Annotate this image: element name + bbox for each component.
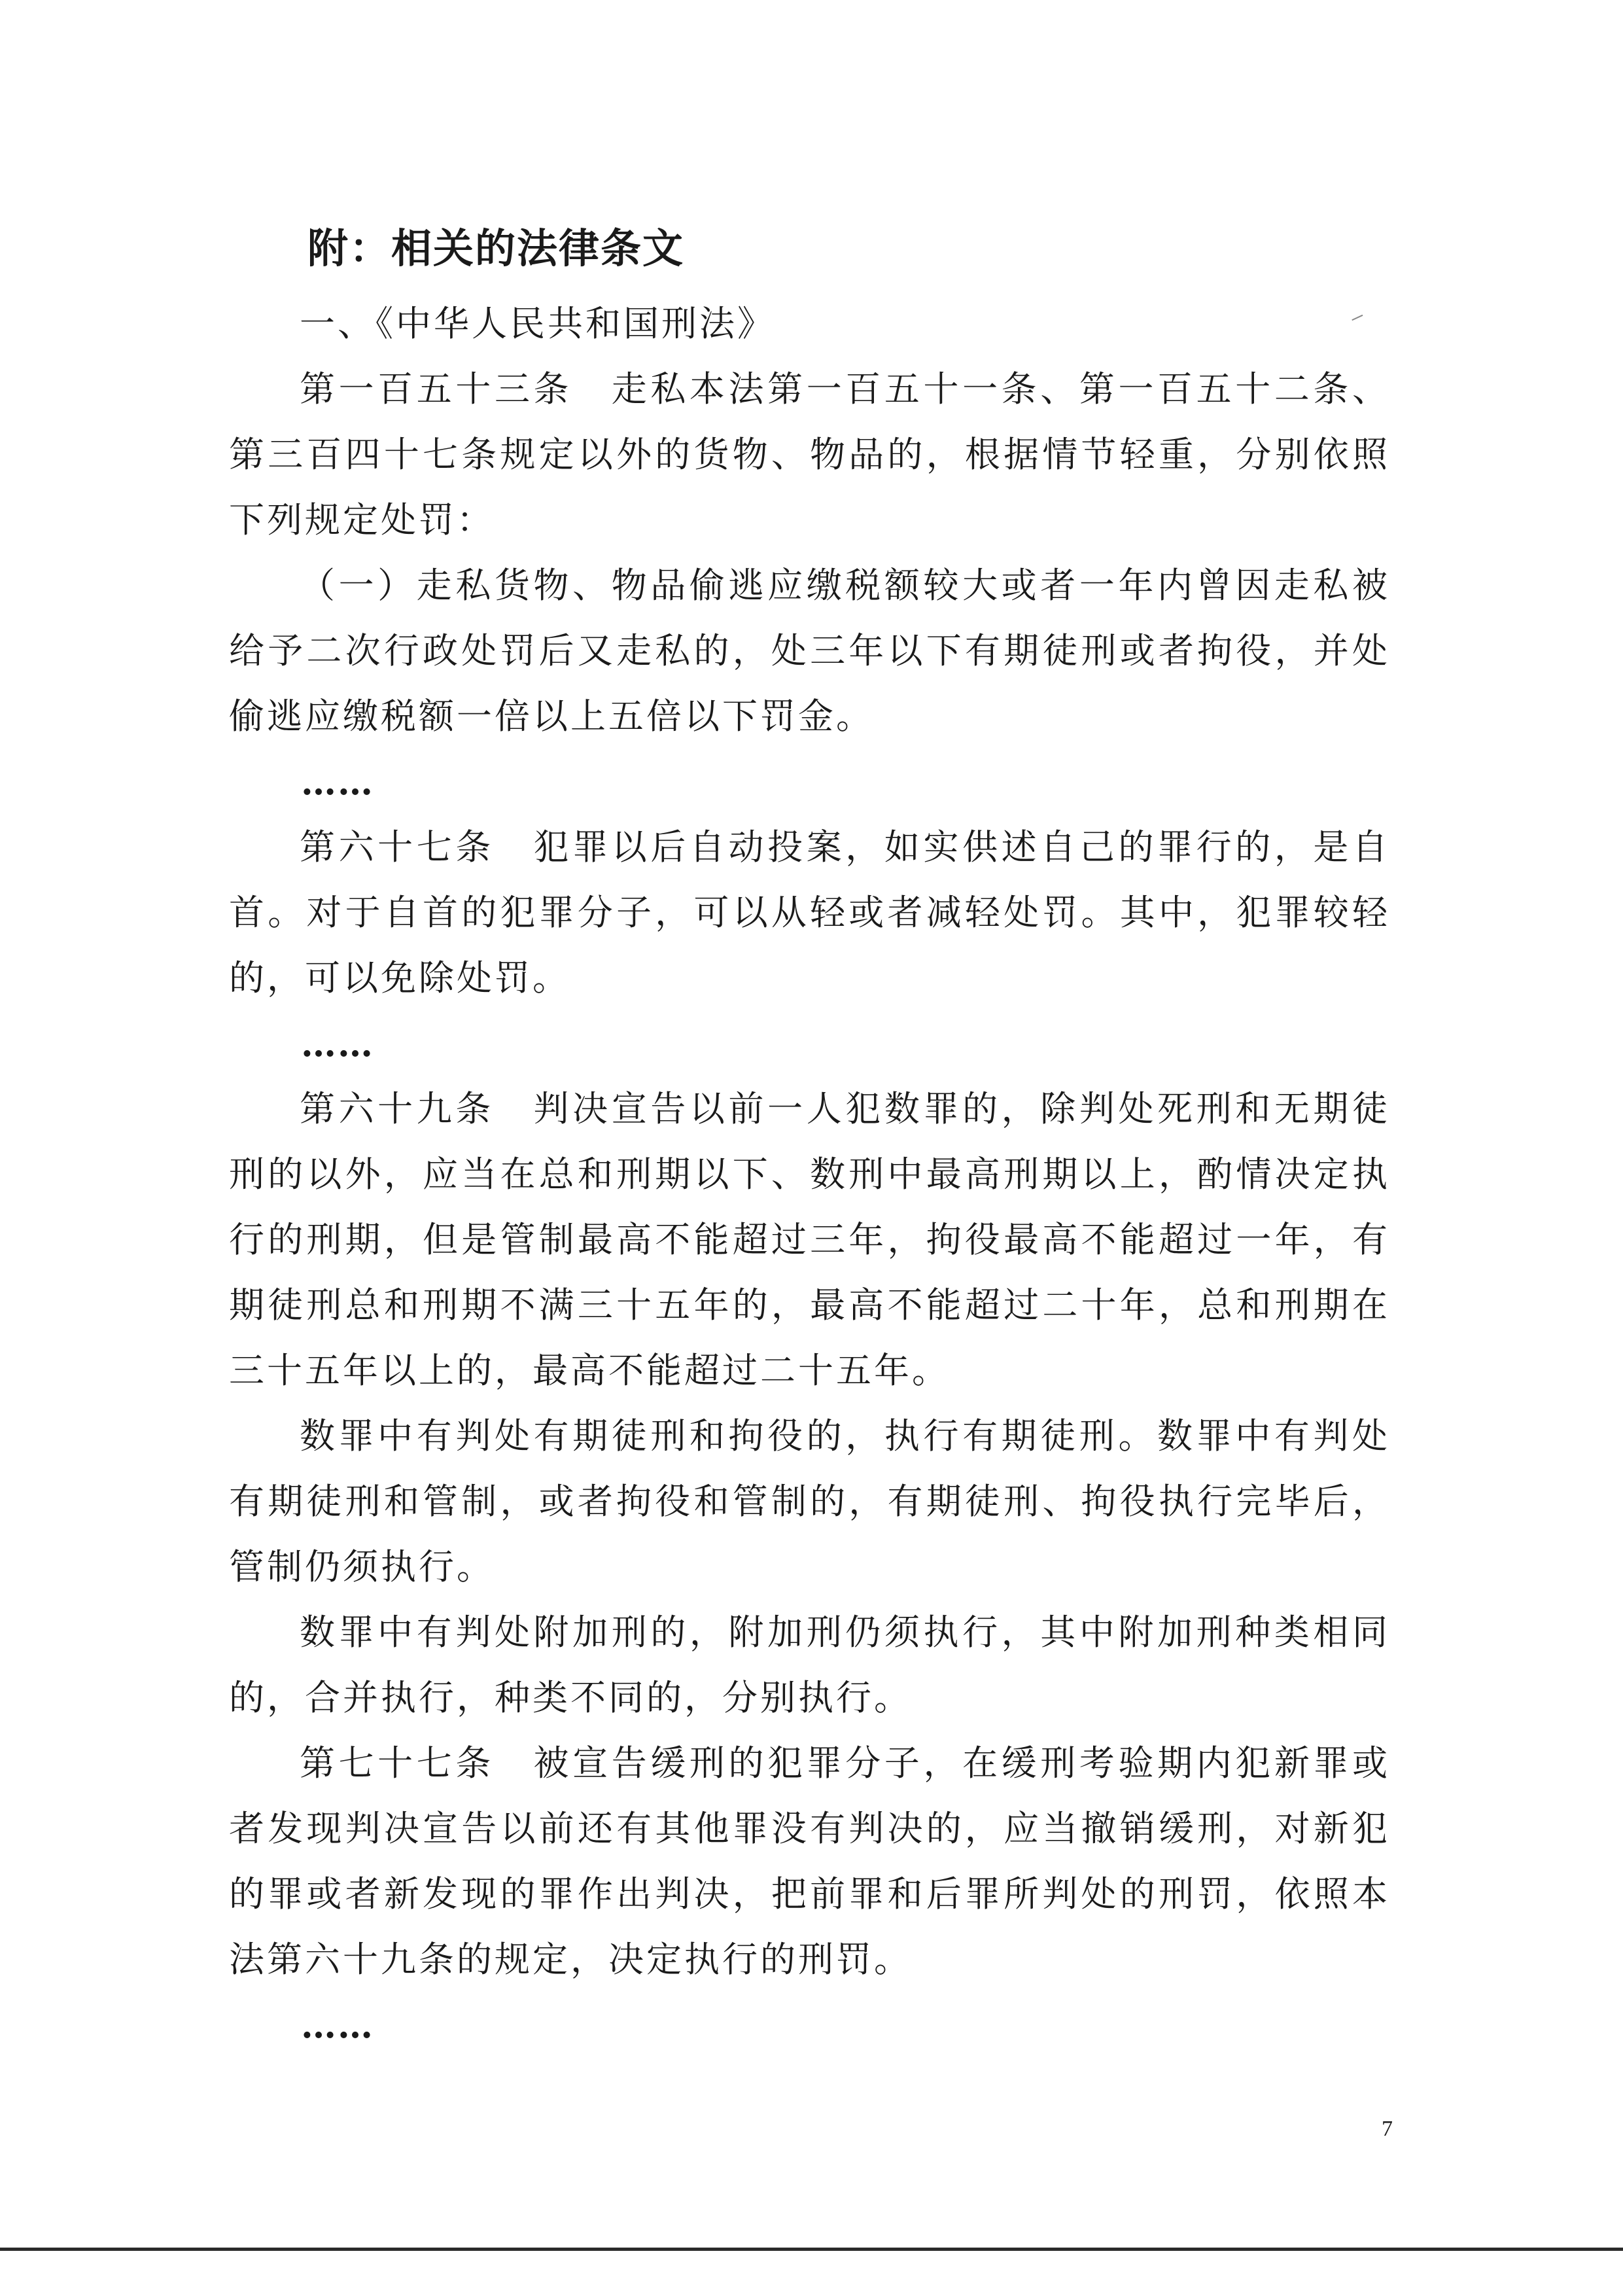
article-153: 第一百五十三条 走私本法第一百五十一条、第一百五十二条、第三百四十七条规定以外的货物、物品的，根据情节轻重，分别依照下列规定处罚： [229,368,1390,540]
ellipsis-2: …… [301,1023,374,1065]
article-69-para-2: 数罪中有判处有期徒刑和拘役的，执行有期徒刑。数罪中有判处有期徒刑和管制，或者拘役和管制的，有期徒刑、拘役执行完毕后，管制仍须执行。 [229,1415,1390,1587]
ellipsis-3: …… [301,2004,374,2046]
document-body [229,291,1390,2058]
article-153-item-1: （一）走私货物、物品偷逃应缴税额较大或者一年内曾因走私被给予二次行政处罚后又走私的，处三年以下有期徒刑或者拘役，并处偷逃应缴税额一倍以上五倍以下罚金。 [229,565,1390,737]
document-heading: 附：相关的法律条文 [307,224,685,272]
scan-bottom-edge [0,2248,1623,2251]
article-77: 第七十七条 被宣告缓刑的犯罪分子，在缓刑考验期内犯新罪或者发现判决宣告以前还有其他罪没有判决的，应当撤销缓刑，对新犯的罪或者新发现的罪作出判决，把前罪和后罪所判处的刑罚，依照本法第六十九条的规定，决定执行的刑罚。 [229,1742,1390,1980]
article-69: 第六十九条 判决宣告以前一人犯数罪的，除判处死刑和无期徒刑的以外，应当在总和刑期以下、数刑中最高刑期以上，酌情决定执行的刑期，但是管制最高不能超过三年，拘役最高不能超过一年，有期徒刑总和刑期不满三十五年的，最高不能超过二十年，总和刑期在三十五年以上的，最高不能超过二十五年。 [229,1088,1390,1391]
article-67: 第六十七条 犯罪以后自动投案，如实供述自己的罪行的，是自首。对于自首的犯罪分子，可以从轻或者减轻处罚。其中，犯罪较轻的，可以免除处罚。 [229,826,1390,998]
page-number: 7 [1382,2117,1393,2141]
law-title: 一、《中华人民共和国刑法》 [300,303,775,344]
article-69-para-3: 数罪中有判处附加刑的，附加刑仍须执行，其中附加刑种类相同的，合并执行，种类不同的，分别执行。 [229,1612,1390,1718]
ellipsis-1: …… [301,761,374,803]
